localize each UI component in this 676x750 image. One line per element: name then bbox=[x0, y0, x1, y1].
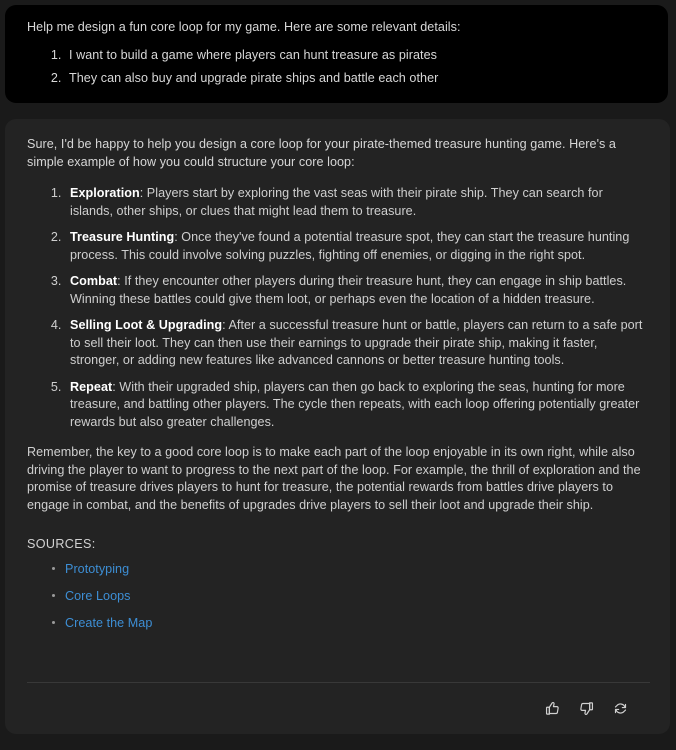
step-term: Combat bbox=[70, 274, 118, 288]
source-link-create-the-map[interactable]: Create the Map bbox=[65, 616, 153, 630]
step-term: Exploration bbox=[70, 186, 140, 200]
source-link-prototyping[interactable]: Prototyping bbox=[65, 562, 130, 576]
step-description: : If they encounter other players during their treasure hunt, they can engage in ship battles. Winning these battles could give them loot, or perhaps even the location of a hidden treasure. bbox=[70, 274, 627, 306]
thumbs-down-icon bbox=[579, 701, 594, 716]
list-item bbox=[65, 273, 648, 308]
list-item bbox=[65, 588, 648, 604]
feedback-action-row bbox=[27, 683, 650, 734]
assistant-response-card bbox=[5, 119, 670, 734]
prompt-intro-text: Help me design a fun core loop for my game. Here are some relevant details: bbox=[27, 20, 461, 34]
step-description: : Once they've found a potential treasure spot, they can start the treasure hunting process. This could involve solving puzzles, fighting off enemies, or digging in the right spot. bbox=[70, 230, 630, 262]
sources-heading: SOURCES: bbox=[27, 537, 96, 551]
thumbs-up-icon bbox=[545, 701, 560, 716]
step-description: : With their upgraded ship, players can then go back to exploring the seas, hunting for more treasure, and battling other players. The cycle then repeats, with each loop offering potentially greater rewards but also greater challenges. bbox=[70, 379, 640, 429]
prompt-detail-list bbox=[27, 47, 646, 87]
list-item bbox=[65, 561, 648, 577]
list-item bbox=[65, 229, 648, 264]
source-link-core-loops[interactable]: Core Loops bbox=[65, 589, 131, 603]
step-description: : Players start by exploring the vast seas with their pirate ship. They can search for islands, other ships, or clues that might lead them to treasure. bbox=[70, 186, 603, 218]
step-term: Repeat bbox=[70, 379, 113, 394]
list-item: 2. They can also buy and upgrade pirate ships and battle each other bbox=[65, 70, 646, 87]
list-item bbox=[65, 317, 648, 370]
sources-list bbox=[27, 561, 648, 631]
regenerate-icon bbox=[613, 701, 628, 716]
regenerate-button[interactable] bbox=[610, 699, 630, 719]
thumbs-down-button[interactable] bbox=[576, 699, 596, 719]
response-footer bbox=[27, 682, 650, 734]
step-term: Treasure Hunting bbox=[70, 230, 175, 244]
list-item bbox=[65, 185, 648, 220]
list-item bbox=[65, 615, 648, 631]
step-term: Selling Loot & Upgrading bbox=[70, 318, 223, 332]
list-item: 1. I want to build a game where players can hunt treasure as pirates bbox=[65, 47, 646, 64]
response-intro-text: Sure, I'd be happy to help you design a core loop for your pirate-themed treasure hunting game. Here's a simple example of how you could structure your core loop: bbox=[27, 137, 616, 169]
step-description: : After a successful treasure hunt or battle, players can return to a safe port to sell their loot. They can then use their earnings to upgrade their pirate ship, making it faster, stronger, or adding new features like advanced cannons or better treasure hunting tools. bbox=[70, 318, 643, 367]
response-outro-text: Remember, the key to a good core loop is to make each part of the loop enjoyable in its own right, while also driving the player to want to progress to the next part of the loop. For example, the thrill of exploration and the promise of treasure drives players to hunt for treasure, the potential rewards from battles drive players to engage in combat, and the benefits of upgrades drive players to sell their loot and upgrade their ship. bbox=[27, 445, 641, 512]
core-loop-steps-list bbox=[27, 185, 648, 431]
thumbs-up-button[interactable] bbox=[542, 699, 562, 719]
user-prompt-card bbox=[5, 5, 668, 103]
list-item bbox=[65, 379, 648, 432]
